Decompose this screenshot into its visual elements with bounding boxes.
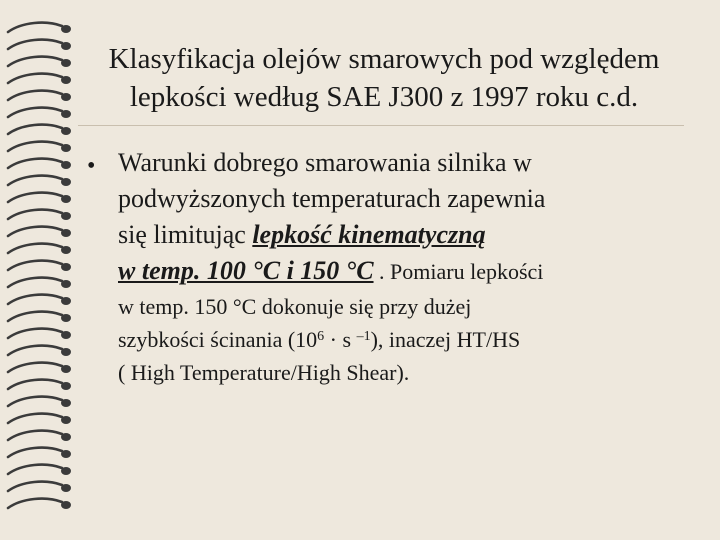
spiral-ring — [8, 499, 71, 509]
body-line-2: podwyższonych temperaturach zapewnia — [118, 184, 546, 213]
title-divider — [78, 125, 684, 126]
spiral-ring — [8, 210, 71, 220]
spiral-ring — [8, 278, 71, 288]
spiral-ring — [8, 363, 71, 373]
spiral-ring — [8, 159, 71, 169]
spiral-ring — [8, 57, 71, 67]
spiral-ring — [8, 227, 71, 237]
spiral-ring — [8, 431, 71, 441]
body-line-6-post: ), inaczej HT/HS — [370, 327, 521, 352]
emphasis-kinematic-viscosity: lepkość kinematyczną — [252, 220, 486, 249]
slide-title — [72, 40, 696, 116]
body-line-6-pre: szybkości ścinania (10 — [118, 327, 318, 352]
bullet-text — [118, 145, 668, 389]
notebook-spiral-binding — [0, 0, 80, 540]
title-line-1: Klasyfikacja olejów smarowych pod względem — [108, 43, 660, 75]
spiral-ring — [8, 414, 71, 424]
body-line-5: w temp. 150 °C dokonuje się przy dużej — [118, 294, 472, 319]
spiral-ring — [8, 482, 71, 492]
body-line-1: Warunki dobrego smarowania silnika w — [118, 148, 532, 177]
spiral-ring — [8, 312, 71, 322]
title-line-2: lepkości według SAE J300 z 1997 roku c.d. — [129, 81, 639, 113]
spiral-ring — [8, 465, 71, 475]
spiral-ring — [8, 23, 71, 33]
body-line-3-text: się limitując — [118, 220, 253, 249]
spiral-ring — [8, 91, 71, 101]
body-line-3 — [118, 217, 668, 253]
spiral-ring — [8, 176, 71, 186]
emphasis-temperatures: w temp. 100 °C i 150 °C — [118, 256, 374, 285]
spiral-ring — [8, 295, 71, 305]
spiral-ring — [8, 380, 71, 390]
body-line-6 — [118, 323, 668, 356]
spiral-ring — [8, 125, 71, 135]
body-line-4-text: . Pomiaru lepkości — [373, 259, 544, 284]
spiral-ring — [8, 193, 71, 203]
spiral-ring — [8, 329, 71, 339]
spiral-ring — [8, 448, 71, 458]
spiral-ring — [8, 346, 71, 356]
spiral-ring — [8, 397, 71, 407]
spiral-ring — [8, 142, 71, 152]
spiral-ring — [8, 244, 71, 254]
body-line-4 — [118, 253, 668, 290]
exponent-minus-1: –1 — [356, 329, 371, 344]
spiral-ring — [8, 261, 71, 271]
spiral-ring — [8, 40, 71, 50]
spiral-ring — [8, 74, 71, 84]
exponent-6: 6 — [317, 329, 325, 344]
spiral-ring — [8, 108, 71, 118]
bullet-icon: • — [87, 153, 96, 179]
body-line-7: ( High Temperature/High Shear). — [118, 360, 410, 385]
body-line-6-mid: · s — [324, 327, 357, 352]
